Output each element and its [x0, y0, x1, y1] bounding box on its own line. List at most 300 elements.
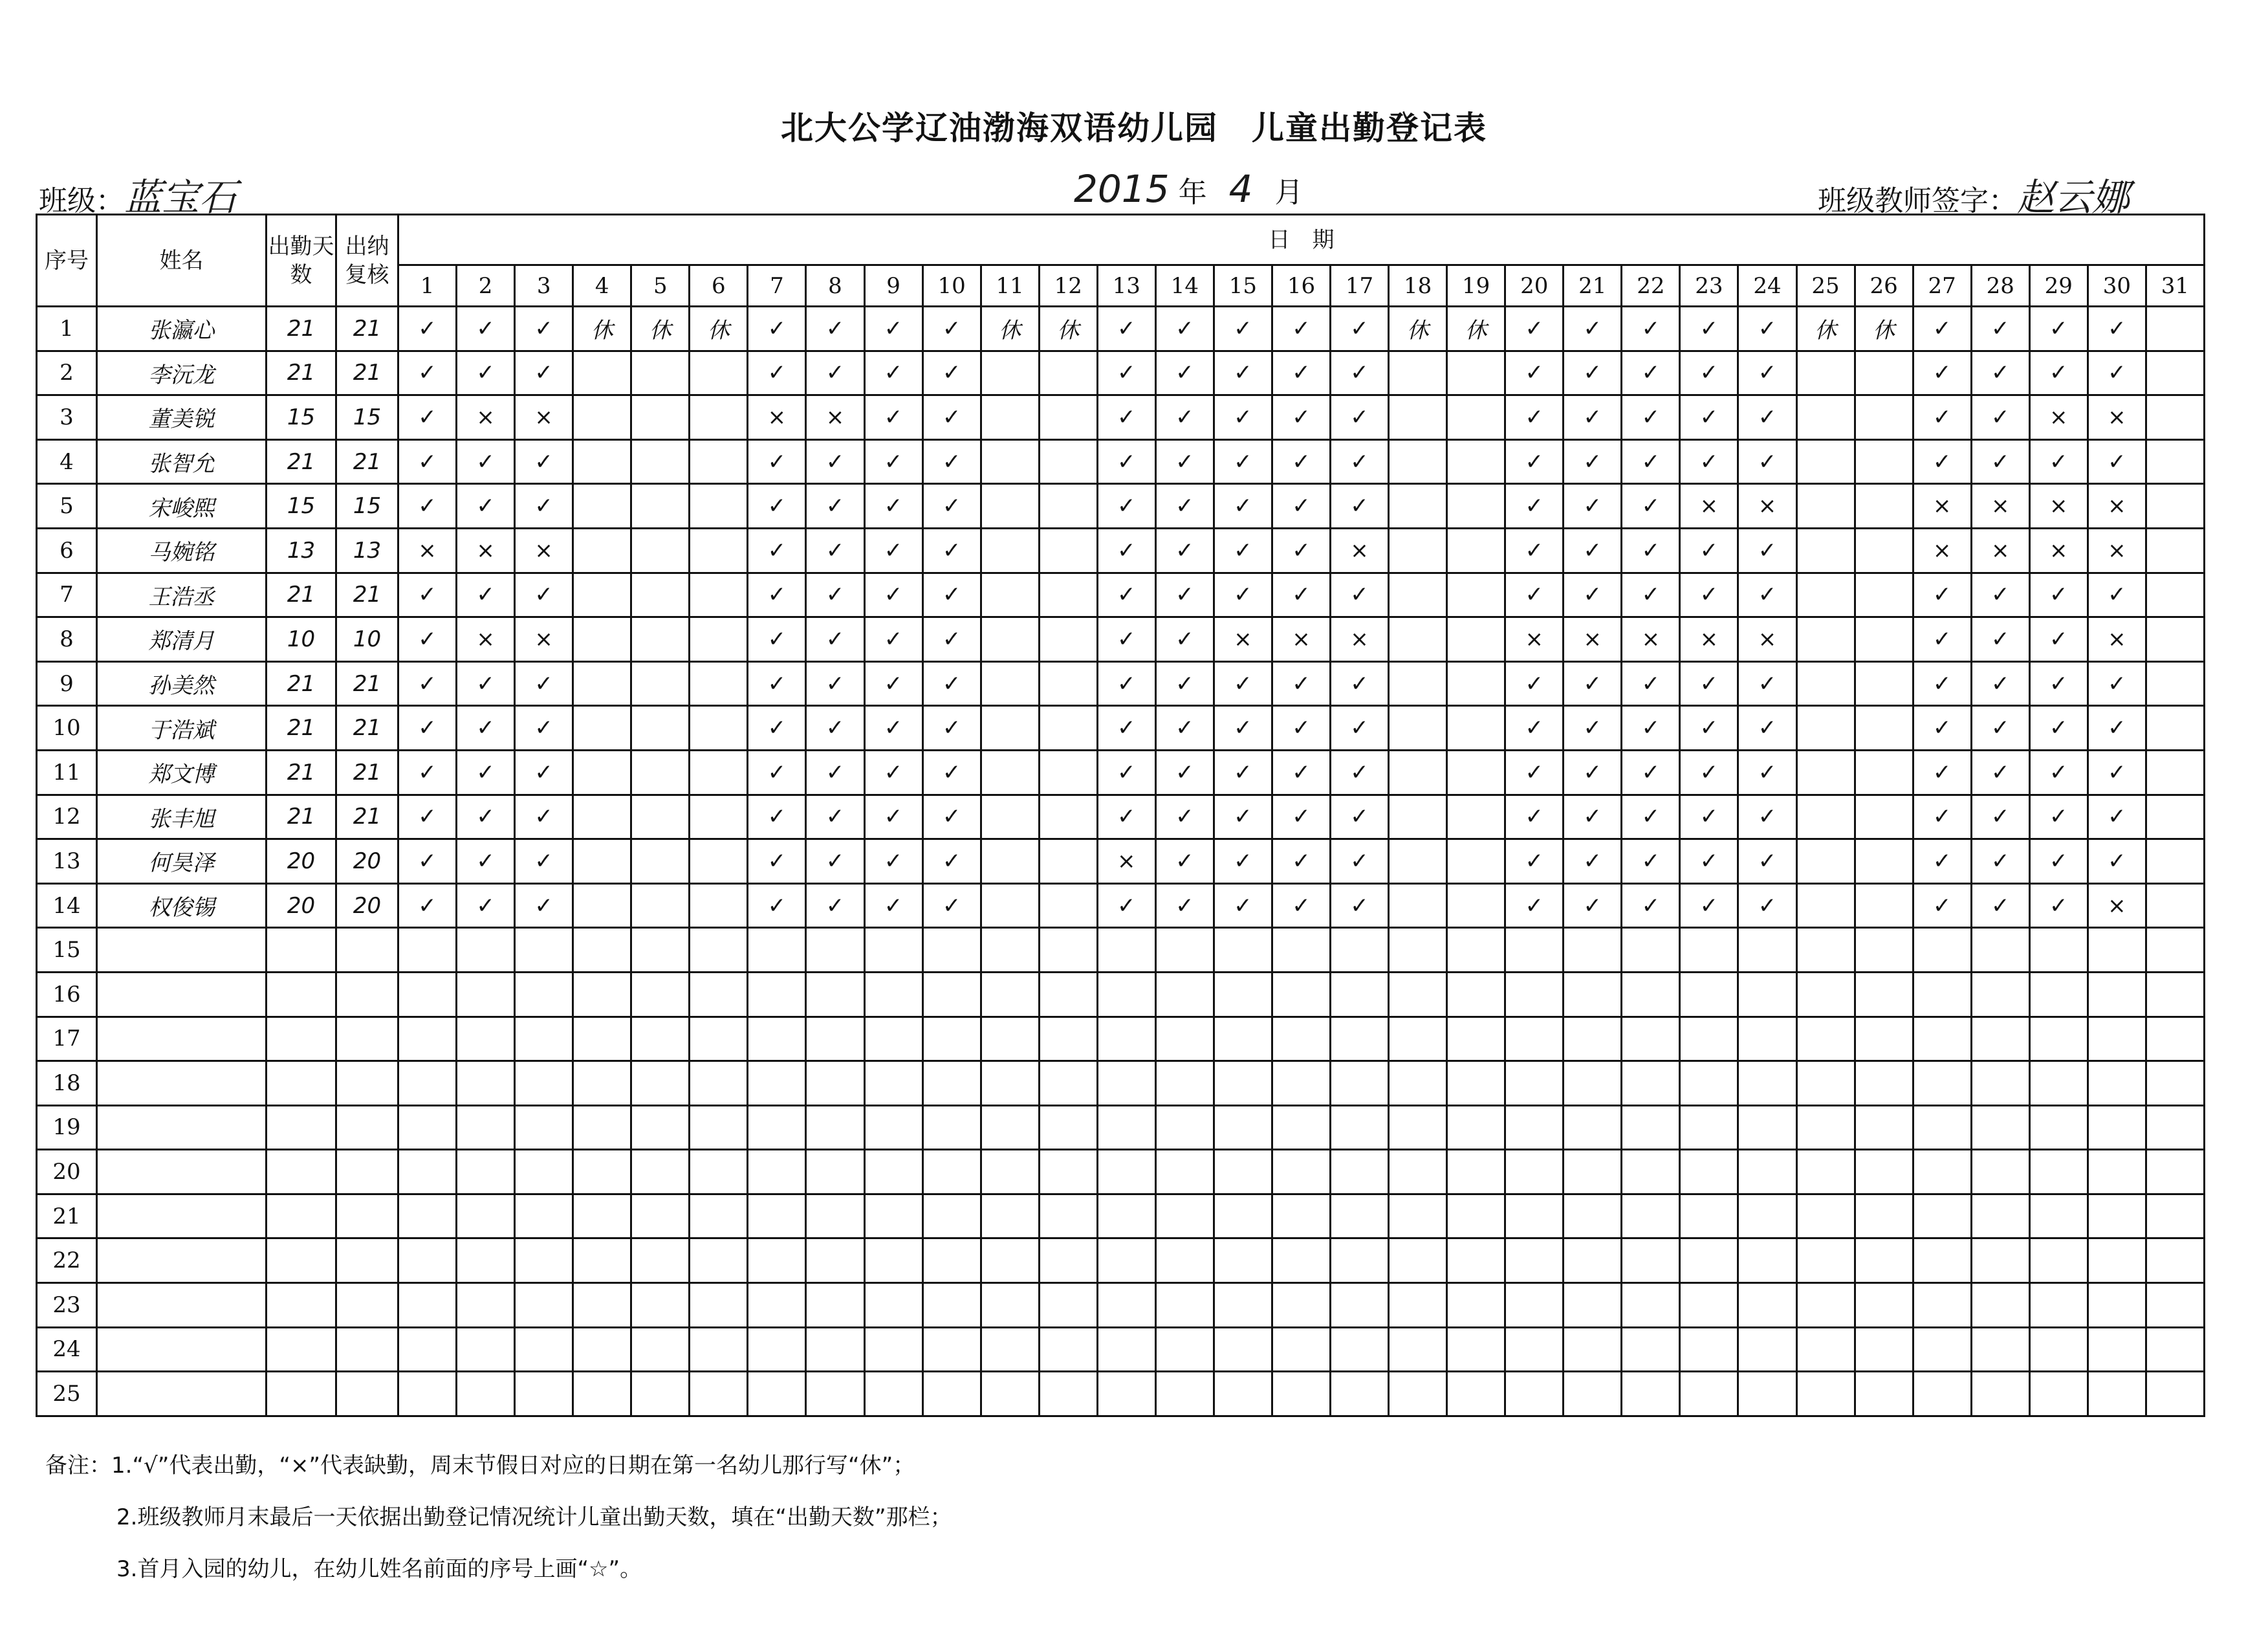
attendance-cell: ✓	[806, 883, 864, 928]
attendance-cell: ✓	[2088, 750, 2146, 795]
attendance-cell	[631, 1238, 690, 1283]
table-row	[37, 883, 2205, 928]
attendance-cell: ✓	[1097, 395, 1155, 440]
attendance-cell	[1097, 928, 1155, 973]
attendance-cell: ×	[398, 528, 457, 573]
attendance-cell: ✓	[1155, 661, 1214, 706]
attendance-cell	[1039, 439, 1097, 484]
child-name	[97, 928, 267, 973]
attendance-cell	[1796, 1194, 1855, 1238]
attendance-days	[267, 972, 336, 1017]
attendance-cell	[1155, 1061, 1214, 1106]
attendance-cell	[2146, 573, 2204, 617]
row-seq: 2	[37, 351, 97, 395]
attendance-cell	[2029, 1327, 2088, 1372]
attendance-cell: ×	[1913, 484, 1971, 529]
row-seq: 13	[37, 839, 97, 884]
attendance-cell: ✓	[2088, 839, 2146, 884]
attendance-cell	[1505, 1061, 1564, 1106]
attendance-cell: ✓	[1738, 439, 1796, 484]
attendance-cell	[515, 1150, 573, 1194]
attendance-cell: ✓	[1564, 661, 1622, 706]
attendance-cell	[1796, 1017, 1855, 1061]
attendance-days: 21	[267, 439, 336, 484]
attendance-cell	[1039, 395, 1097, 440]
attendance-cell: ✓	[1097, 351, 1155, 395]
attendance-cell	[1155, 1372, 1214, 1416]
attendance-cell: ✓	[806, 795, 864, 839]
date-field	[1074, 167, 1303, 211]
attendance-cell: ✓	[1738, 395, 1796, 440]
attendance-cell: ✓	[1913, 351, 1971, 395]
attendance-cell	[690, 528, 748, 573]
attendance-cell: ✓	[806, 839, 864, 884]
attendance-cell	[515, 972, 573, 1017]
attendance-cell	[1155, 1283, 1214, 1328]
attendance-cell: ✓	[1971, 750, 2029, 795]
attendance-cell	[573, 1150, 631, 1194]
attendance-cell	[1855, 795, 1913, 839]
date-col-header: 18	[1389, 265, 1447, 307]
attendance-cell	[398, 1372, 457, 1416]
attendance-cell	[573, 661, 631, 706]
cashier-check: 15	[336, 395, 398, 440]
header-cashier-check: 出纳复核	[336, 215, 398, 307]
attendance-cell	[864, 1105, 922, 1150]
attendance-cell: ✓	[1738, 839, 1796, 884]
attendance-cell	[806, 1150, 864, 1194]
attendance-cell: ×	[515, 617, 573, 662]
attendance-cell	[1796, 528, 1855, 573]
attendance-cell: ✓	[1564, 439, 1622, 484]
attendance-cell	[981, 351, 1039, 395]
attendance-cell	[1971, 1327, 2029, 1372]
attendance-cell	[1039, 1105, 1097, 1150]
attendance-cell	[1796, 351, 1855, 395]
attendance-cell	[690, 1061, 748, 1106]
attendance-cell	[631, 661, 690, 706]
child-name	[97, 1061, 267, 1106]
attendance-cell	[981, 750, 1039, 795]
attendance-cell	[1155, 1105, 1214, 1150]
table-row	[37, 928, 2205, 973]
month-label: 月	[1274, 176, 1303, 209]
attendance-cell	[1214, 1105, 1272, 1150]
attendance-cell	[1214, 1061, 1272, 1106]
class-label: 班级：	[39, 184, 124, 217]
date-col-header: 25	[1796, 265, 1855, 307]
attendance-days: 20	[267, 839, 336, 884]
attendance-cell	[2146, 750, 2204, 795]
attendance-cell: ✓	[1272, 307, 1330, 351]
attendance-cell	[1738, 972, 1796, 1017]
header-name: 姓名	[97, 215, 267, 307]
attendance-cell: ✓	[864, 439, 922, 484]
child-name: 孙美然	[97, 661, 267, 706]
date-col-header: 24	[1738, 265, 1796, 307]
attendance-cell	[1564, 1372, 1622, 1416]
attendance-cell	[1796, 1105, 1855, 1150]
attendance-cell: ×	[1680, 617, 1738, 662]
attendance-days	[267, 1372, 336, 1416]
attendance-cell: 休	[981, 307, 1039, 351]
year-label: 年	[1178, 176, 1207, 209]
attendance-cell: ✓	[1564, 750, 1622, 795]
attendance-cell: ✓	[2029, 351, 2088, 395]
attendance-days: 10	[267, 617, 336, 662]
attendance-cell: ✓	[1913, 795, 1971, 839]
attendance-cell	[1738, 1105, 1796, 1150]
table-row	[37, 972, 2205, 1017]
attendance-cell	[2146, 1150, 2204, 1194]
attendance-cell: ✓	[515, 484, 573, 529]
attendance-cell	[806, 1372, 864, 1416]
attendance-cell: ✓	[457, 661, 515, 706]
attendance-cell	[1097, 1150, 1155, 1194]
attendance-cell: ✓	[457, 883, 515, 928]
attendance-cell	[631, 1283, 690, 1328]
attendance-cell	[1447, 839, 1505, 884]
attendance-cell	[2088, 1017, 2146, 1061]
attendance-cell: 休	[631, 307, 690, 351]
cashier-check: 13	[336, 528, 398, 573]
attendance-cell: ✓	[1214, 484, 1272, 529]
attendance-cell	[864, 1150, 922, 1194]
attendance-cell	[573, 1017, 631, 1061]
table-row	[37, 1327, 2205, 1372]
attendance-cell: ✓	[1913, 883, 1971, 928]
attendance-days: 21	[267, 573, 336, 617]
attendance-cell: ✓	[748, 573, 806, 617]
attendance-cell	[457, 972, 515, 1017]
attendance-cell	[515, 1017, 573, 1061]
attendance-cell	[398, 1194, 457, 1238]
cashier-check	[336, 1238, 398, 1283]
attendance-cell: ×	[515, 528, 573, 573]
attendance-cell: ✓	[1505, 484, 1564, 529]
attendance-cell	[631, 972, 690, 1017]
attendance-cell	[1855, 706, 1913, 751]
attendance-cell: ✓	[1097, 528, 1155, 573]
attendance-cell	[1738, 1372, 1796, 1416]
attendance-cell	[1564, 1327, 1622, 1372]
attendance-cell	[515, 1105, 573, 1150]
attendance-cell	[1097, 1061, 1155, 1106]
attendance-days: 21	[267, 795, 336, 839]
attendance-cell	[690, 1105, 748, 1150]
attendance-cell	[1331, 1017, 1389, 1061]
attendance-cell	[1796, 1327, 1855, 1372]
attendance-cell: ✓	[398, 307, 457, 351]
attendance-cell: ✓	[1214, 883, 1272, 928]
attendance-cell: ✓	[1155, 439, 1214, 484]
attendance-cell: ✓	[2088, 439, 2146, 484]
attendance-cell	[1097, 1105, 1155, 1150]
attendance-cell	[1796, 484, 1855, 529]
row-seq: 9	[37, 661, 97, 706]
attendance-cell	[2146, 1327, 2204, 1372]
attendance-cell	[573, 928, 631, 973]
date-col-header: 7	[748, 265, 806, 307]
attendance-cell	[1214, 1150, 1272, 1194]
row-seq: 24	[37, 1327, 97, 1372]
attendance-cell	[1855, 1150, 1913, 1194]
attendance-cell: ×	[1331, 528, 1389, 573]
attendance-days	[267, 1283, 336, 1328]
attendance-cell	[1680, 928, 1738, 973]
attendance-cell: ✓	[398, 484, 457, 529]
date-col-header: 12	[1039, 265, 1097, 307]
attendance-cell	[690, 1150, 748, 1194]
attendance-days	[267, 1150, 336, 1194]
attendance-cell	[1971, 1105, 2029, 1150]
header-seq: 序号	[37, 215, 97, 307]
attendance-cell: ✓	[1331, 573, 1389, 617]
attendance-cell: ✓	[1505, 439, 1564, 484]
attendance-cell	[457, 928, 515, 973]
attendance-cell	[1331, 1372, 1389, 1416]
attendance-cell	[573, 972, 631, 1017]
row-seq: 15	[37, 928, 97, 973]
attendance-cell: ✓	[1738, 528, 1796, 573]
attendance-cell: ✓	[398, 795, 457, 839]
attendance-cell: ✓	[1272, 528, 1330, 573]
attendance-cell	[1389, 839, 1447, 884]
row-seq: 4	[37, 439, 97, 484]
attendance-cell	[573, 839, 631, 884]
attendance-cell	[398, 1238, 457, 1283]
cashier-check	[336, 972, 398, 1017]
attendance-cell: ✓	[1738, 351, 1796, 395]
attendance-cell: ✓	[1622, 439, 1680, 484]
attendance-cell: ✓	[1971, 839, 2029, 884]
attendance-cell	[1505, 1372, 1564, 1416]
attendance-days	[267, 1238, 336, 1283]
attendance-cell: ✓	[1564, 307, 1622, 351]
attendance-cell	[922, 1283, 981, 1328]
date-col-header: 22	[1622, 265, 1680, 307]
date-col-header: 23	[1680, 265, 1738, 307]
attendance-cell	[1971, 1150, 2029, 1194]
attendance-cell	[1331, 1105, 1389, 1150]
attendance-cell: ✓	[398, 351, 457, 395]
attendance-cell	[2146, 883, 2204, 928]
attendance-cell	[1389, 883, 1447, 928]
attendance-cell: ✓	[1097, 484, 1155, 529]
attendance-cell	[1389, 1372, 1447, 1416]
attendance-cell	[631, 351, 690, 395]
attendance-cell	[1913, 1150, 1971, 1194]
attendance-cell: ✓	[864, 528, 922, 573]
date-col-header: 1	[398, 265, 457, 307]
attendance-cell	[1796, 795, 1855, 839]
child-name: 权俊锡	[97, 883, 267, 928]
attendance-cell	[981, 528, 1039, 573]
attendance-cell	[515, 928, 573, 973]
attendance-cell: ✓	[2029, 839, 2088, 884]
attendance-cell: ✓	[1913, 439, 1971, 484]
attendance-cell: ✓	[1331, 706, 1389, 751]
attendance-cell: ✓	[1738, 661, 1796, 706]
attendance-cell: ✓	[748, 750, 806, 795]
attendance-cell	[1680, 1194, 1738, 1238]
attendance-cell	[1913, 1327, 1971, 1372]
attendance-cell: ✓	[1680, 573, 1738, 617]
attendance-cell	[2029, 928, 2088, 973]
attendance-cell: ✓	[1155, 617, 1214, 662]
attendance-cell: ✓	[398, 750, 457, 795]
attendance-days: 21	[267, 351, 336, 395]
attendance-cell: ✓	[1155, 883, 1214, 928]
attendance-cell	[1505, 1194, 1564, 1238]
attendance-cell: ✓	[1214, 351, 1272, 395]
attendance-cell: ✓	[1097, 750, 1155, 795]
child-name	[97, 972, 267, 1017]
attendance-cell: ✓	[1214, 661, 1272, 706]
attendance-cell: ✓	[1272, 439, 1330, 484]
attendance-cell	[981, 1105, 1039, 1150]
attendance-cell	[457, 1372, 515, 1416]
attendance-cell	[1155, 1150, 1214, 1194]
table-row	[37, 1061, 2205, 1106]
attendance-cell	[1272, 928, 1330, 973]
table-row	[37, 484, 2205, 529]
attendance-cell: ✓	[515, 795, 573, 839]
attendance-cell	[1039, 484, 1097, 529]
row-seq: 14	[37, 883, 97, 928]
attendance-cell: ✓	[1097, 795, 1155, 839]
row-seq: 7	[37, 573, 97, 617]
attendance-cell	[1155, 1238, 1214, 1283]
attendance-cell	[690, 351, 748, 395]
attendance-cell	[1855, 617, 1913, 662]
attendance-cell	[573, 395, 631, 440]
row-seq: 23	[37, 1283, 97, 1328]
attendance-cell: ×	[457, 617, 515, 662]
table-row	[37, 706, 2205, 751]
attendance-cell	[1913, 972, 1971, 1017]
attendance-cell: ✓	[398, 839, 457, 884]
attendance-cell	[1564, 972, 1622, 1017]
attendance-cell	[690, 1372, 748, 1416]
attendance-cell	[1155, 1194, 1214, 1238]
attendance-cell	[1447, 617, 1505, 662]
attendance-cell: ✓	[922, 750, 981, 795]
attendance-cell: ✓	[1680, 351, 1738, 395]
cashier-check: 21	[336, 706, 398, 751]
attendance-cell	[1564, 1238, 1622, 1283]
attendance-cell: ✓	[457, 573, 515, 617]
attendance-cell	[1505, 1150, 1564, 1194]
attendance-cell	[2146, 395, 2204, 440]
attendance-cell: ✓	[398, 706, 457, 751]
attendance-cell	[457, 1238, 515, 1283]
row-seq: 12	[37, 795, 97, 839]
attendance-cell: ✓	[748, 661, 806, 706]
attendance-cell	[1564, 1105, 1622, 1150]
attendance-cell	[1738, 1327, 1796, 1372]
attendance-cell	[1155, 1327, 1214, 1372]
attendance-cell	[1039, 1194, 1097, 1238]
attendance-cell: ✓	[1738, 883, 1796, 928]
attendance-cell: ✓	[1738, 750, 1796, 795]
attendance-cell: ✓	[864, 706, 922, 751]
attendance-cell	[515, 1061, 573, 1106]
attendance-cell: ✓	[1971, 795, 2029, 839]
attendance-cell	[457, 1017, 515, 1061]
child-name: 于浩斌	[97, 706, 267, 751]
attendance-cell: ×	[806, 395, 864, 440]
attendance-cell: ✓	[1272, 839, 1330, 884]
attendance-cell: ×	[2029, 528, 2088, 573]
attendance-cell: ✓	[806, 351, 864, 395]
attendance-cell	[981, 1017, 1039, 1061]
attendance-cell	[690, 395, 748, 440]
attendance-cell	[1622, 1017, 1680, 1061]
attendance-cell	[1913, 1194, 1971, 1238]
attendance-cell	[1855, 1194, 1913, 1238]
attendance-cell	[1564, 1017, 1622, 1061]
attendance-cell	[573, 439, 631, 484]
attendance-cell: ✓	[1913, 617, 1971, 662]
attendance-cell	[515, 1238, 573, 1283]
attendance-cell	[1214, 1017, 1272, 1061]
attendance-cell: ✓	[398, 573, 457, 617]
attendance-cell	[1680, 1150, 1738, 1194]
attendance-cell: ✓	[398, 617, 457, 662]
attendance-cell: ✓	[864, 617, 922, 662]
attendance-cell	[2029, 972, 2088, 1017]
attendance-cell	[1622, 1061, 1680, 1106]
attendance-cell	[1971, 1194, 2029, 1238]
attendance-cell	[1622, 1372, 1680, 1416]
form-title: 北大公学辽油渤海双语幼儿园 儿童出勤登记表	[781, 109, 1487, 147]
attendance-cell: ✓	[1331, 351, 1389, 395]
attendance-cell	[1738, 1150, 1796, 1194]
attendance-cell: ×	[1272, 617, 1330, 662]
attendance-cell	[1039, 1150, 1097, 1194]
attendance-cell: ✓	[1214, 573, 1272, 617]
attendance-cell	[2088, 1194, 2146, 1238]
attendance-days	[267, 1061, 336, 1106]
attendance-cell	[1389, 484, 1447, 529]
attendance-cell	[1214, 1238, 1272, 1283]
attendance-cell	[1680, 1283, 1738, 1328]
attendance-cell: ✓	[457, 484, 515, 529]
attendance-cell	[806, 1238, 864, 1283]
attendance-cell	[573, 617, 631, 662]
attendance-cell	[864, 1327, 922, 1372]
child-name: 王浩丞	[97, 573, 267, 617]
attendance-cell	[1039, 1372, 1097, 1416]
attendance-cell	[1971, 972, 2029, 1017]
attendance-cell	[1389, 351, 1447, 395]
table-row	[37, 1238, 2205, 1283]
attendance-cell: ✓	[806, 484, 864, 529]
child-name: 宋峻熙	[97, 484, 267, 529]
attendance-cell: 休	[1447, 307, 1505, 351]
attendance-cell	[690, 573, 748, 617]
attendance-cell	[398, 928, 457, 973]
attendance-cell: ✓	[515, 307, 573, 351]
attendance-cell	[864, 1238, 922, 1283]
attendance-cell	[1505, 972, 1564, 1017]
attendance-cell	[748, 1194, 806, 1238]
cashier-check	[336, 1194, 398, 1238]
attendance-cell	[398, 1061, 457, 1106]
attendance-cell	[1272, 1194, 1330, 1238]
attendance-cell	[922, 972, 981, 1017]
